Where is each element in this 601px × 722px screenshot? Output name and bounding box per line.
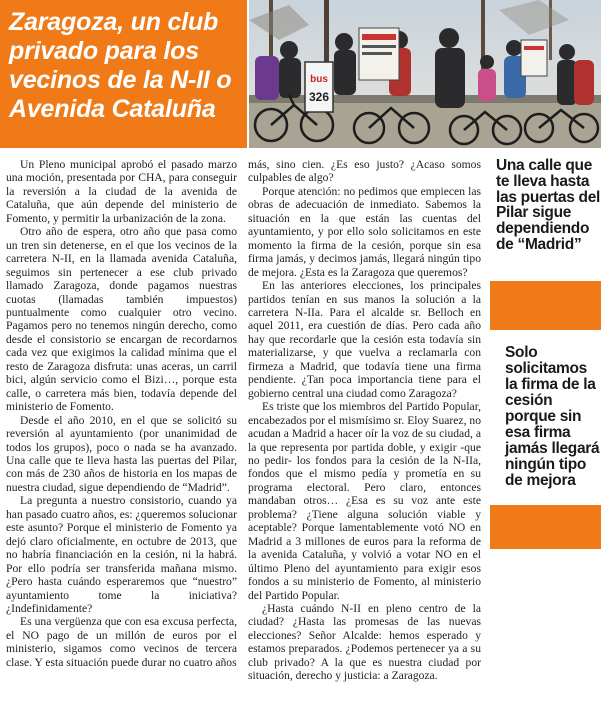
article-title: Zaragoza, un club privado para los vecinos de la N-II o Avenida Cataluña — [9, 8, 232, 123]
article-paragraph: ¿Hasta cuándo N-II en pleno centro de la ciudad? ¿Hasta las promesas de las nuevas elecciones? Señor Alcalde: hemos esperado y estamos preparados. ¿Podemos pertenecer ya a su club privado? A la que es nuestra ciudad por situación, derecho y justicia: a Zaragoza. — [248, 601, 481, 683]
bus-sign-number: 326 — [308, 90, 330, 104]
article-paragraph: La pregunta a nuestro consistorio, cuando ya han pasado cuatro años, es: ¿queremos solucionar este asunto? Porque el ministerio de Fomento ya dejó claro oficialmente, en octubre de 2013, que no habría financiación en la cesión, ni la habrá. Por ello podría ser transferida mañana mismo. ¿Pero hasta cuándo esperaremos que “nuestro” ayuntamiento tome la iniciativa? ¿Indefinidamente? — [6, 494, 237, 615]
accent-bar — [490, 281, 601, 330]
accent-bar — [490, 505, 601, 549]
article-paragraph: Desde el año 2010, en el que se solicitó su reversión al ayuntamiento (por unanimidad de todos los grupos), poco o nada se ha avanzado. Una calle que te lleva hasta las puertas del Pilar, con más de 230 años de historia en los mapas de nuestra ciudad, sigue dependiendo de “Madrid”. — [6, 413, 237, 494]
pull-quote-text: Solo solicitamos la firma de la cesión porque sin esa firma jamás llegará ningún tipo de mejora — [505, 344, 600, 489]
pull-quote-2 — [505, 345, 601, 489]
article-paragraph: Un Pleno municipal aprobó el pasado marzo una moción, presentada por CHA, para conseguir la reversión a la ciudad de la avenida de Cataluña, que aún depende del ministerio de Fomento, y permitir la urbanización de la zona. — [6, 158, 237, 225]
article-paragraph: Porque atención: no pedimos que empiecen las obras de adecuación de inmediato. Sabemos la situación en la que están las cuentas del ayuntamiento, y por ello solo solicitamos en este momento la firma de la cesión, porque sin esa firma jamás, y decimos jamás, llegará ningún tipo de mejora. ¿Esta es la Zaragoza que queremos? — [248, 184, 481, 279]
header-banner — [0, 0, 247, 148]
article-paragraph: En las anteriores elecciones, los principales partidos tenían en sus manos la solución a la carretera N-IIa. Para el alcalde sr. Belloch en aquel 2011, era cuestión de días. Pero cada año hay que recordarle que la cesión esta todavía sin materializarse, y que vuelva a reclamarla con firmeza a Madrid, que todavía tiene una firma pendiente. ¿Tan poca importancia tiene para el gobierno central una ciudad como Zaragoza? — [248, 279, 481, 400]
article-column-left — [6, 158, 237, 669]
pull-quote-text: Una calle que te lleva hasta las puertas del Pilar sigue dependiendo de “Madrid” — [496, 157, 601, 253]
bus-sign-label: bus — [310, 74, 328, 85]
pull-quote-1 — [496, 158, 601, 253]
article-paragraph: Es triste que los miembros del Partido Popular, encabezados por el mismísimo sr. Eloy Suarez, no acudan a Madrid a hacer oír la voz de su ciudad, a la que representa por partida doble, y exigir -que no pedir- los fondos para la cesión de la N-IIa, fondos que el mismo pedía y prometía en su programa electoral. Pero claro, entonces mandaban otros… ¿Esa es su voz ante este problema? ¿Tiene alguna solución viable y aceptable? Porque lamentablemente votó NO en Madrid a 3 millones de euros para la reforma de la avenida Cataluña, y volvió a votar NO en el último Pleno del ayuntamiento para exigir esos fondos a su ministerio de Fomento, al ministerio del Partido Popular. — [248, 400, 481, 602]
article-paragraph: Otro año de espera, otro año que pasa como un tren sin detenerse, en el que los vecinos de la carretera N-II, en la llamada avenida Cataluña, seguimos sin pertenecer a ese club privado llamado Zaragoza, donde pagamos nuestras cuotas (llamadas también impuestos) puntualmente como cualquier otro vecino. Pagamos pero no tenemos ningún derecho, como desde el consistorio se encargan de recordarnos cada vez que exigimos la calidad mínima que el resto de Zaragoza disfruta: unas aceras, un carril bici, algún servicio como el Bizi…, porque esta calle, o carretera más bien, todavía depende del ministerio de Fomento. — [6, 225, 237, 414]
protest-photo — [249, 0, 601, 148]
protest-photo-illustration — [249, 0, 601, 148]
article-column-middle — [248, 158, 481, 683]
article-paragraph-continued: más, sino cien. ¿Es eso justo? ¿Acaso somos culpables de algo? — [248, 158, 481, 185]
article-paragraph: Es una vergüenza que con esa excusa perfecta, el NO pago de un millón de euros por el ministerio, sigamos como vecinos de tercera clase. Y esta situación puede durar no cuatro años — [6, 615, 237, 669]
